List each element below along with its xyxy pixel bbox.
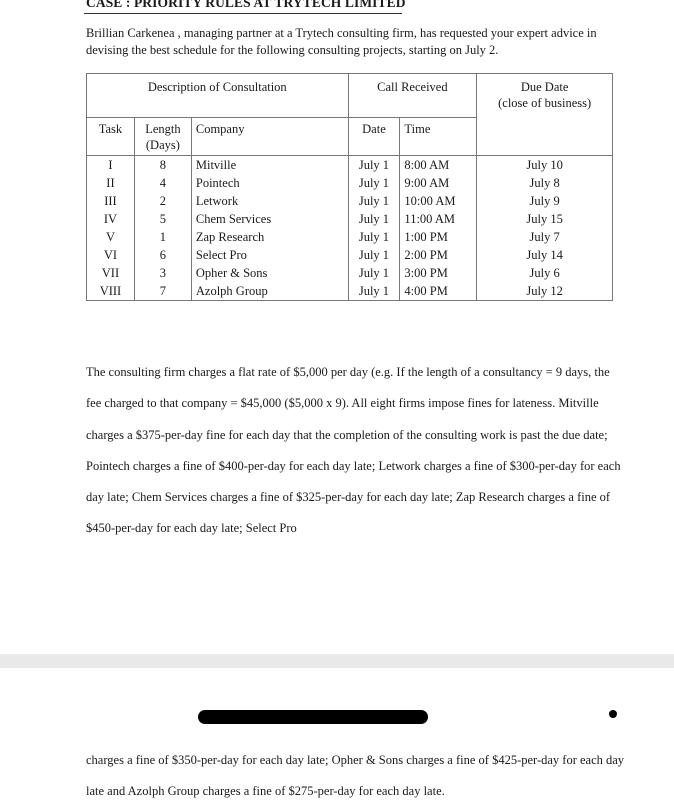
length-header [134,118,191,156]
due-cell: July 8 [477,174,613,192]
table-row [87,282,613,301]
table-row [87,264,613,282]
redaction-mark [198,710,428,724]
date-cell: July 1 [348,246,400,264]
date-cell: July 1 [348,210,400,228]
length-cell: 2 [134,192,191,210]
description-header: Description of Consultation [87,74,349,118]
time-cell: 8:00 AM [400,156,477,175]
time-cell: 1:00 PM [400,228,477,246]
case-title: CASE : PRIORITY RULES AT TRYTECH LIMITED [86,0,406,10]
company-cell: Letwork [191,192,348,210]
time-header: Time [400,118,477,156]
length-cell: 1 [134,228,191,246]
length-unit: (Days) [145,138,180,152]
date-cell: July 1 [348,174,400,192]
page-separator [0,654,674,668]
due-cell: July 6 [477,264,613,282]
task-cell: II [87,174,135,192]
table-row [87,156,613,175]
length-label: Length [145,122,181,136]
time-cell: 9:00 AM [400,174,477,192]
length-cell: 5 [134,210,191,228]
task-cell: VI [87,246,135,264]
time-cell: 2:00 PM [400,246,477,264]
due-date-label: Due Date [520,80,569,94]
table-row [87,192,613,210]
date-cell: July 1 [348,282,400,301]
time-cell: 3:00 PM [400,264,477,282]
task-cell: V [87,228,135,246]
company-header: Company [191,118,348,156]
date-cell: July 1 [348,264,400,282]
due-cell: July 12 [477,282,613,301]
company-cell: Mitville [191,156,348,175]
length-cell: 3 [134,264,191,282]
table-row [87,228,613,246]
document-page-2 [0,668,674,810]
due-cell: July 15 [477,210,613,228]
date-header: Date [348,118,400,156]
table-row [87,174,613,192]
due-cell: July 14 [477,246,613,264]
time-cell: 4:00 PM [400,282,477,301]
task-cell: VIII [87,282,135,301]
due-date-header [477,74,613,156]
company-cell: Pointech [191,174,348,192]
date-cell: July 1 [348,192,400,210]
task-cell: I [87,156,135,175]
company-cell: Azolph Group [191,282,348,301]
length-cell: 8 [134,156,191,175]
task-cell: VII [87,264,135,282]
length-cell: 4 [134,174,191,192]
company-cell: Opher & Sons [191,264,348,282]
call-received-header: Call Received [348,74,477,118]
fees-paragraph: The consulting firm charges a flat rate of $5,000 per day (e.g. If the length of a consultancy = 9 days, the fee charged to that company = $45,000 ($5,000 x 9). All eight firms impose fines for lateness. Mitville charges a $375-per-day fine for each day that the completion of the consulting work is past the due date; Pointech charges a fine of $400-per-day for each day late; Letwork charges a fine of $300-per-day for each day late; Chem Services charges a fine of $325-per-day for each day late; Zap Research charges a fine of $450-per-day for each day late; Select Pro [86,365,621,536]
task-header: Task [87,118,135,156]
schedule-table [86,73,613,301]
task-cell: IV [87,210,135,228]
due-cell: July 9 [477,192,613,210]
date-cell: July 1 [348,228,400,246]
length-cell: 6 [134,246,191,264]
due-date-sublabel: (close of business) [498,96,592,110]
table-row [87,246,613,264]
due-cell: July 7 [477,228,613,246]
company-cell: Zap Research [191,228,348,246]
time-cell: 10:00 AM [400,192,477,210]
table-group-header-row [87,74,613,118]
table-row [87,210,613,228]
time-cell: 11:00 AM [400,210,477,228]
title-underline [84,13,402,14]
task-cell: III [87,192,135,210]
length-cell: 7 [134,282,191,301]
date-cell: July 1 [348,156,400,175]
due-cell: July 10 [477,156,613,175]
intro-paragraph: Brillian Carkenea , managing partner at a Trytech consulting firm, has requested your expert advice in devising the best schedule for the following consulting projects, starting on July 2. [86,26,597,57]
fees-paragraph-continued: charges a fine of $350-per-day for each day late; Opher & Sons charges a fine of $425-per-day for each day late and Azolph Group charges a fine of $275-per-day for each day late. [86,753,625,799]
company-cell: Chem Services [191,210,348,228]
ink-dot [609,710,617,718]
company-cell: Select Pro [191,246,348,264]
